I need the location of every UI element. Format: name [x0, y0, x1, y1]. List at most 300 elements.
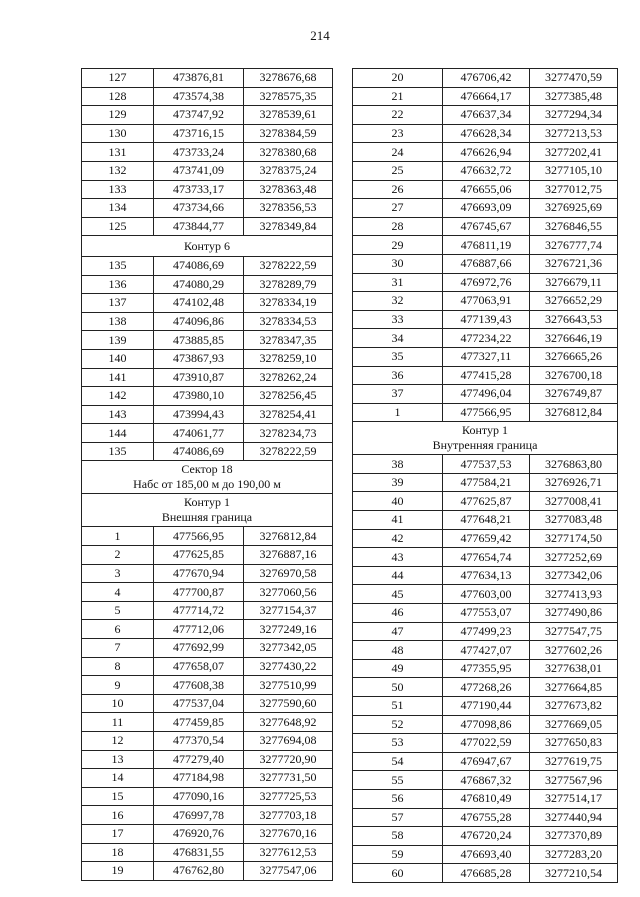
x-coordinate-cell: 473733,17 — [154, 180, 244, 199]
point-number-cell: 54 — [353, 752, 443, 771]
point-number-cell: 27 — [353, 199, 443, 218]
point-number-cell: 142 — [82, 387, 154, 406]
x-coordinate-cell: 477654,74 — [443, 548, 530, 567]
table-row — [82, 69, 333, 88]
table-row — [82, 256, 333, 275]
x-coordinate-cell: 477022,59 — [443, 734, 530, 753]
coordinates-table-right — [352, 68, 618, 883]
x-coordinate-cell: 473876,81 — [154, 69, 244, 88]
point-number-cell: 55 — [353, 771, 443, 790]
y-coordinate-cell: 3278334,53 — [244, 312, 333, 331]
table-row — [353, 69, 618, 88]
y-coordinate-cell: 3277213,53 — [530, 124, 618, 143]
x-coordinate-cell: 477268,26 — [443, 678, 530, 697]
table-row — [353, 385, 618, 404]
x-coordinate-cell: 473716,15 — [154, 124, 244, 143]
x-coordinate-cell: 476997,78 — [154, 806, 244, 825]
point-number-cell: 135 — [82, 256, 154, 275]
x-coordinate-cell: 477063,91 — [443, 292, 530, 311]
point-number-cell: 137 — [82, 294, 154, 313]
x-coordinate-cell: 477566,95 — [154, 527, 244, 546]
point-number-cell: 10 — [82, 694, 154, 713]
y-coordinate-cell: 3277669,05 — [530, 715, 618, 734]
point-number-cell: 128 — [82, 87, 154, 106]
x-coordinate-cell: 476762,80 — [154, 862, 244, 881]
point-number-cell: 13 — [82, 750, 154, 769]
section-header-line: Контур 1 — [184, 495, 230, 510]
x-coordinate-cell: 477459,85 — [154, 713, 244, 732]
y-coordinate-cell: 3277012,75 — [530, 180, 618, 199]
point-number-cell: 125 — [82, 217, 154, 236]
point-number-cell: 18 — [82, 843, 154, 862]
y-coordinate-cell: 3278349,84 — [244, 217, 333, 236]
y-coordinate-cell: 3277440,94 — [530, 808, 618, 827]
table-row — [353, 734, 618, 753]
y-coordinate-cell: 3276887,16 — [244, 546, 333, 565]
y-coordinate-cell: 3278539,61 — [244, 106, 333, 125]
point-number-cell: 60 — [353, 864, 443, 883]
table-row — [353, 403, 618, 422]
x-coordinate-cell: 477712,06 — [154, 620, 244, 639]
x-coordinate-cell: 476811,19 — [443, 236, 530, 255]
point-number-cell: 57 — [353, 808, 443, 827]
x-coordinate-cell: 477327,11 — [443, 347, 530, 366]
point-number-cell: 37 — [353, 385, 443, 404]
point-number-cell: 1 — [82, 527, 154, 546]
y-coordinate-cell: 3278356,53 — [244, 199, 333, 218]
point-number-cell: 46 — [353, 604, 443, 623]
x-coordinate-cell: 477625,85 — [154, 546, 244, 565]
table-row — [82, 713, 333, 732]
table-row — [82, 294, 333, 313]
y-coordinate-cell: 3278254,41 — [244, 405, 333, 424]
y-coordinate-cell: 3277370,89 — [530, 827, 618, 846]
y-coordinate-cell: 3277342,06 — [530, 566, 618, 585]
y-coordinate-cell: 3277510,99 — [244, 676, 333, 695]
x-coordinate-cell: 476947,67 — [443, 752, 530, 771]
x-coordinate-cell: 473574,38 — [154, 87, 244, 106]
y-coordinate-cell: 3277547,06 — [244, 862, 333, 881]
table-row — [353, 511, 618, 530]
x-coordinate-cell: 476632,72 — [443, 161, 530, 180]
x-coordinate-cell: 476720,24 — [443, 827, 530, 846]
table-row — [353, 827, 618, 846]
x-coordinate-cell: 476972,76 — [443, 273, 530, 292]
table-row — [82, 564, 333, 583]
table-row — [82, 424, 333, 443]
x-coordinate-cell: 477670,94 — [154, 564, 244, 583]
y-coordinate-cell: 3277694,08 — [244, 732, 333, 751]
y-coordinate-cell: 3276970,58 — [244, 564, 333, 583]
x-coordinate-cell: 474102,48 — [154, 294, 244, 313]
table-row — [82, 862, 333, 881]
y-coordinate-cell: 3276646,19 — [530, 329, 618, 348]
y-coordinate-cell: 3276846,55 — [530, 217, 618, 236]
point-number-cell: 31 — [353, 273, 443, 292]
table-row — [82, 349, 333, 368]
x-coordinate-cell: 477090,16 — [154, 787, 244, 806]
table-row — [82, 601, 333, 620]
table-row — [353, 273, 618, 292]
point-number-cell: 1 — [353, 403, 443, 422]
y-coordinate-cell: 3276749,87 — [530, 385, 618, 404]
point-number-cell: 48 — [353, 641, 443, 660]
y-coordinate-cell: 3278380,68 — [244, 143, 333, 162]
y-coordinate-cell: 3277342,05 — [244, 639, 333, 658]
y-coordinate-cell: 3277210,54 — [530, 864, 618, 883]
y-coordinate-cell: 3278234,73 — [244, 424, 333, 443]
y-coordinate-cell: 3277008,41 — [530, 492, 618, 511]
table-row — [353, 808, 618, 827]
x-coordinate-cell: 474086,69 — [154, 442, 244, 461]
y-coordinate-cell: 3278347,35 — [244, 331, 333, 350]
y-coordinate-cell: 3277202,41 — [530, 143, 618, 162]
x-coordinate-cell: 476693,09 — [443, 199, 530, 218]
y-coordinate-cell: 3277673,82 — [530, 697, 618, 716]
y-coordinate-cell: 3277083,48 — [530, 511, 618, 530]
y-coordinate-cell: 3278289,79 — [244, 275, 333, 294]
x-coordinate-cell: 477714,72 — [154, 601, 244, 620]
point-number-cell: 29 — [353, 236, 443, 255]
x-coordinate-cell: 477355,95 — [443, 659, 530, 678]
point-number-cell: 17 — [82, 824, 154, 843]
y-coordinate-cell: 3277490,86 — [530, 604, 618, 623]
x-coordinate-cell: 477659,42 — [443, 529, 530, 548]
x-coordinate-cell: 474096,86 — [154, 312, 244, 331]
point-number-cell: 32 — [353, 292, 443, 311]
coordinates-table-left — [81, 68, 333, 881]
table-row — [353, 604, 618, 623]
y-coordinate-cell: 3277174,50 — [530, 529, 618, 548]
x-coordinate-cell: 477700,87 — [154, 583, 244, 602]
point-number-cell: 45 — [353, 585, 443, 604]
y-coordinate-cell: 3277664,85 — [530, 678, 618, 697]
y-coordinate-cell: 3277154,37 — [244, 601, 333, 620]
y-coordinate-cell: 3277430,22 — [244, 657, 333, 676]
y-coordinate-cell: 3278256,45 — [244, 387, 333, 406]
y-coordinate-cell: 3278384,59 — [244, 124, 333, 143]
point-number-cell: 130 — [82, 124, 154, 143]
y-coordinate-cell: 3277385,48 — [530, 87, 618, 106]
point-number-cell: 6 — [82, 620, 154, 639]
y-coordinate-cell: 3278334,19 — [244, 294, 333, 313]
y-coordinate-cell: 3278222,59 — [244, 256, 333, 275]
table-row — [353, 492, 618, 511]
table-row — [82, 787, 333, 806]
table-row — [353, 254, 618, 273]
section-header — [82, 494, 333, 527]
x-coordinate-cell: 476745,67 — [443, 217, 530, 236]
y-coordinate-cell: 3277670,16 — [244, 824, 333, 843]
y-coordinate-cell: 3277547,75 — [530, 622, 618, 641]
point-number-cell: 40 — [353, 492, 443, 511]
point-number-cell: 44 — [353, 566, 443, 585]
table-row — [353, 566, 618, 585]
table-row — [353, 236, 618, 255]
table-row — [82, 106, 333, 125]
y-coordinate-cell: 3277470,59 — [530, 69, 618, 88]
table-row — [353, 678, 618, 697]
point-number-cell: 16 — [82, 806, 154, 825]
point-number-cell: 136 — [82, 275, 154, 294]
x-coordinate-cell: 477584,21 — [443, 473, 530, 492]
table-row — [353, 87, 618, 106]
y-coordinate-cell: 3276863,80 — [530, 455, 618, 474]
y-coordinate-cell: 3278262,24 — [244, 368, 333, 387]
point-number-cell: 23 — [353, 124, 443, 143]
table-row — [353, 641, 618, 660]
table-row — [353, 622, 618, 641]
section-header-row — [353, 422, 618, 455]
point-number-cell: 9 — [82, 676, 154, 695]
table-row — [353, 697, 618, 716]
x-coordinate-cell: 476810,49 — [443, 789, 530, 808]
x-coordinate-cell: 474080,29 — [154, 275, 244, 294]
point-number-cell: 43 — [353, 548, 443, 567]
x-coordinate-cell: 477648,21 — [443, 511, 530, 530]
y-coordinate-cell: 3276721,36 — [530, 254, 618, 273]
y-coordinate-cell: 3277619,75 — [530, 752, 618, 771]
table-row — [353, 366, 618, 385]
point-number-cell: 144 — [82, 424, 154, 443]
table-row — [353, 292, 618, 311]
section-header-line: Контур 1 — [462, 423, 508, 438]
y-coordinate-cell: 3276812,84 — [244, 527, 333, 546]
point-number-cell: 133 — [82, 180, 154, 199]
point-number-cell: 141 — [82, 368, 154, 387]
x-coordinate-cell: 477415,28 — [443, 366, 530, 385]
point-number-cell: 5 — [82, 601, 154, 620]
point-number-cell: 49 — [353, 659, 443, 678]
y-coordinate-cell: 3277720,90 — [244, 750, 333, 769]
section-header — [82, 461, 333, 494]
y-coordinate-cell: 3277650,83 — [530, 734, 618, 753]
table-row — [353, 771, 618, 790]
y-coordinate-cell: 3277725,53 — [244, 787, 333, 806]
table-row — [82, 620, 333, 639]
x-coordinate-cell: 473910,87 — [154, 368, 244, 387]
point-number-cell: 20 — [353, 69, 443, 88]
x-coordinate-cell: 476637,34 — [443, 106, 530, 125]
point-number-cell: 58 — [353, 827, 443, 846]
x-coordinate-cell: 476693,40 — [443, 845, 530, 864]
y-coordinate-cell: 3276679,11 — [530, 273, 618, 292]
point-number-cell: 21 — [353, 87, 443, 106]
y-coordinate-cell: 3277590,60 — [244, 694, 333, 713]
x-coordinate-cell: 476920,76 — [154, 824, 244, 843]
section-header-row — [82, 236, 333, 257]
x-coordinate-cell: 473733,24 — [154, 143, 244, 162]
y-coordinate-cell: 3276643,53 — [530, 310, 618, 329]
x-coordinate-cell: 477427,07 — [443, 641, 530, 660]
y-coordinate-cell: 3276700,18 — [530, 366, 618, 385]
table-row — [82, 824, 333, 843]
point-number-cell: 7 — [82, 639, 154, 658]
x-coordinate-cell: 477566,95 — [443, 403, 530, 422]
point-number-cell: 12 — [82, 732, 154, 751]
point-number-cell: 2 — [82, 546, 154, 565]
point-number-cell: 41 — [353, 511, 443, 530]
point-number-cell: 134 — [82, 199, 154, 218]
table-row — [82, 694, 333, 713]
y-coordinate-cell: 3277294,34 — [530, 106, 618, 125]
x-coordinate-cell: 477190,44 — [443, 697, 530, 716]
y-coordinate-cell: 3277602,26 — [530, 641, 618, 660]
table-row — [82, 405, 333, 424]
table-row — [353, 347, 618, 366]
point-number-cell: 34 — [353, 329, 443, 348]
point-number-cell: 138 — [82, 312, 154, 331]
y-coordinate-cell: 3277252,69 — [530, 548, 618, 567]
y-coordinate-cell: 3276926,71 — [530, 473, 618, 492]
y-coordinate-cell: 3277413,93 — [530, 585, 618, 604]
x-coordinate-cell: 477692,99 — [154, 639, 244, 658]
table-row — [82, 750, 333, 769]
point-number-cell: 131 — [82, 143, 154, 162]
x-coordinate-cell: 473867,93 — [154, 349, 244, 368]
point-number-cell: 39 — [353, 473, 443, 492]
section-header-line: Набс от 185,00 м до 190,00 м — [133, 477, 281, 492]
point-number-cell: 42 — [353, 529, 443, 548]
x-coordinate-cell: 474086,69 — [154, 256, 244, 275]
x-coordinate-cell: 477634,13 — [443, 566, 530, 585]
x-coordinate-cell: 476706,42 — [443, 69, 530, 88]
point-number-cell: 52 — [353, 715, 443, 734]
section-header-line: Внутренняя граница — [432, 438, 538, 453]
point-number-cell: 26 — [353, 180, 443, 199]
table-row — [353, 310, 618, 329]
table-row — [82, 275, 333, 294]
table-row — [353, 752, 618, 771]
x-coordinate-cell: 477658,07 — [154, 657, 244, 676]
y-coordinate-cell: 3277731,50 — [244, 769, 333, 788]
table-row — [353, 124, 618, 143]
point-number-cell: 15 — [82, 787, 154, 806]
point-number-cell: 24 — [353, 143, 443, 162]
y-coordinate-cell: 3278363,48 — [244, 180, 333, 199]
section-header-line: Сектор 18 — [181, 462, 233, 477]
point-number-cell: 140 — [82, 349, 154, 368]
x-coordinate-cell: 476628,34 — [443, 124, 530, 143]
table-row — [353, 715, 618, 734]
point-number-cell: 25 — [353, 161, 443, 180]
y-coordinate-cell: 3278375,24 — [244, 161, 333, 180]
x-coordinate-cell: 476831,55 — [154, 843, 244, 862]
x-coordinate-cell: 473994,43 — [154, 405, 244, 424]
x-coordinate-cell: 477603,00 — [443, 585, 530, 604]
x-coordinate-cell: 476887,66 — [443, 254, 530, 273]
table-row — [82, 180, 333, 199]
point-number-cell: 30 — [353, 254, 443, 273]
point-number-cell: 56 — [353, 789, 443, 808]
x-coordinate-cell: 477608,38 — [154, 676, 244, 695]
point-number-cell: 143 — [82, 405, 154, 424]
y-coordinate-cell: 3276925,69 — [530, 199, 618, 218]
table-row — [82, 199, 333, 218]
y-coordinate-cell: 3277514,17 — [530, 789, 618, 808]
point-number-cell: 19 — [82, 862, 154, 881]
table-row — [82, 527, 333, 546]
table-row — [82, 657, 333, 676]
table-row — [82, 639, 333, 658]
x-coordinate-cell: 476685,28 — [443, 864, 530, 883]
y-coordinate-cell: 3277105,10 — [530, 161, 618, 180]
point-number-cell: 14 — [82, 769, 154, 788]
x-coordinate-cell: 473844,77 — [154, 217, 244, 236]
table-row — [353, 585, 618, 604]
y-coordinate-cell: 3276777,74 — [530, 236, 618, 255]
table-row — [82, 217, 333, 236]
table-row — [353, 455, 618, 474]
point-number-cell: 50 — [353, 678, 443, 697]
x-coordinate-cell: 477537,04 — [154, 694, 244, 713]
section-header — [82, 236, 333, 257]
y-coordinate-cell: 3277283,20 — [530, 845, 618, 864]
point-number-cell: 11 — [82, 713, 154, 732]
table-row — [82, 583, 333, 602]
y-coordinate-cell: 3276652,29 — [530, 292, 618, 311]
point-number-cell: 8 — [82, 657, 154, 676]
page-number: 214 — [310, 28, 330, 43]
point-number-cell: 22 — [353, 106, 443, 125]
point-number-cell: 53 — [353, 734, 443, 753]
x-coordinate-cell: 477625,87 — [443, 492, 530, 511]
y-coordinate-cell: 3278575,35 — [244, 87, 333, 106]
point-number-cell: 127 — [82, 69, 154, 88]
table-row — [82, 161, 333, 180]
y-coordinate-cell: 3277060,56 — [244, 583, 333, 602]
point-number-cell: 59 — [353, 845, 443, 864]
point-number-cell: 36 — [353, 366, 443, 385]
x-coordinate-cell: 477234,22 — [443, 329, 530, 348]
x-coordinate-cell: 473885,85 — [154, 331, 244, 350]
table-row — [353, 659, 618, 678]
point-number-cell: 4 — [82, 583, 154, 602]
x-coordinate-cell: 476755,28 — [443, 808, 530, 827]
table-row — [82, 546, 333, 565]
x-coordinate-cell: 476655,06 — [443, 180, 530, 199]
table-row — [82, 368, 333, 387]
x-coordinate-cell: 476867,32 — [443, 771, 530, 790]
point-number-cell: 135 — [82, 442, 154, 461]
point-number-cell: 139 — [82, 331, 154, 350]
point-number-cell: 47 — [353, 622, 443, 641]
point-number-cell: 3 — [82, 564, 154, 583]
y-coordinate-cell: 3278676,68 — [244, 69, 333, 88]
x-coordinate-cell: 474061,77 — [154, 424, 244, 443]
table-row — [82, 769, 333, 788]
table-row — [353, 180, 618, 199]
x-coordinate-cell: 477139,43 — [443, 310, 530, 329]
table-row — [353, 106, 618, 125]
table-row — [353, 143, 618, 162]
y-coordinate-cell: 3276665,26 — [530, 347, 618, 366]
x-coordinate-cell: 473734,66 — [154, 199, 244, 218]
y-coordinate-cell: 3278259,10 — [244, 349, 333, 368]
point-number-cell: 129 — [82, 106, 154, 125]
table-row — [353, 529, 618, 548]
table-row — [353, 217, 618, 236]
x-coordinate-cell: 477279,40 — [154, 750, 244, 769]
section-header — [353, 422, 618, 455]
table-row — [353, 789, 618, 808]
table-row — [82, 732, 333, 751]
y-coordinate-cell: 3277703,18 — [244, 806, 333, 825]
x-coordinate-cell: 477499,23 — [443, 622, 530, 641]
y-coordinate-cell: 3278222,59 — [244, 442, 333, 461]
table-row — [353, 473, 618, 492]
table-row — [82, 331, 333, 350]
